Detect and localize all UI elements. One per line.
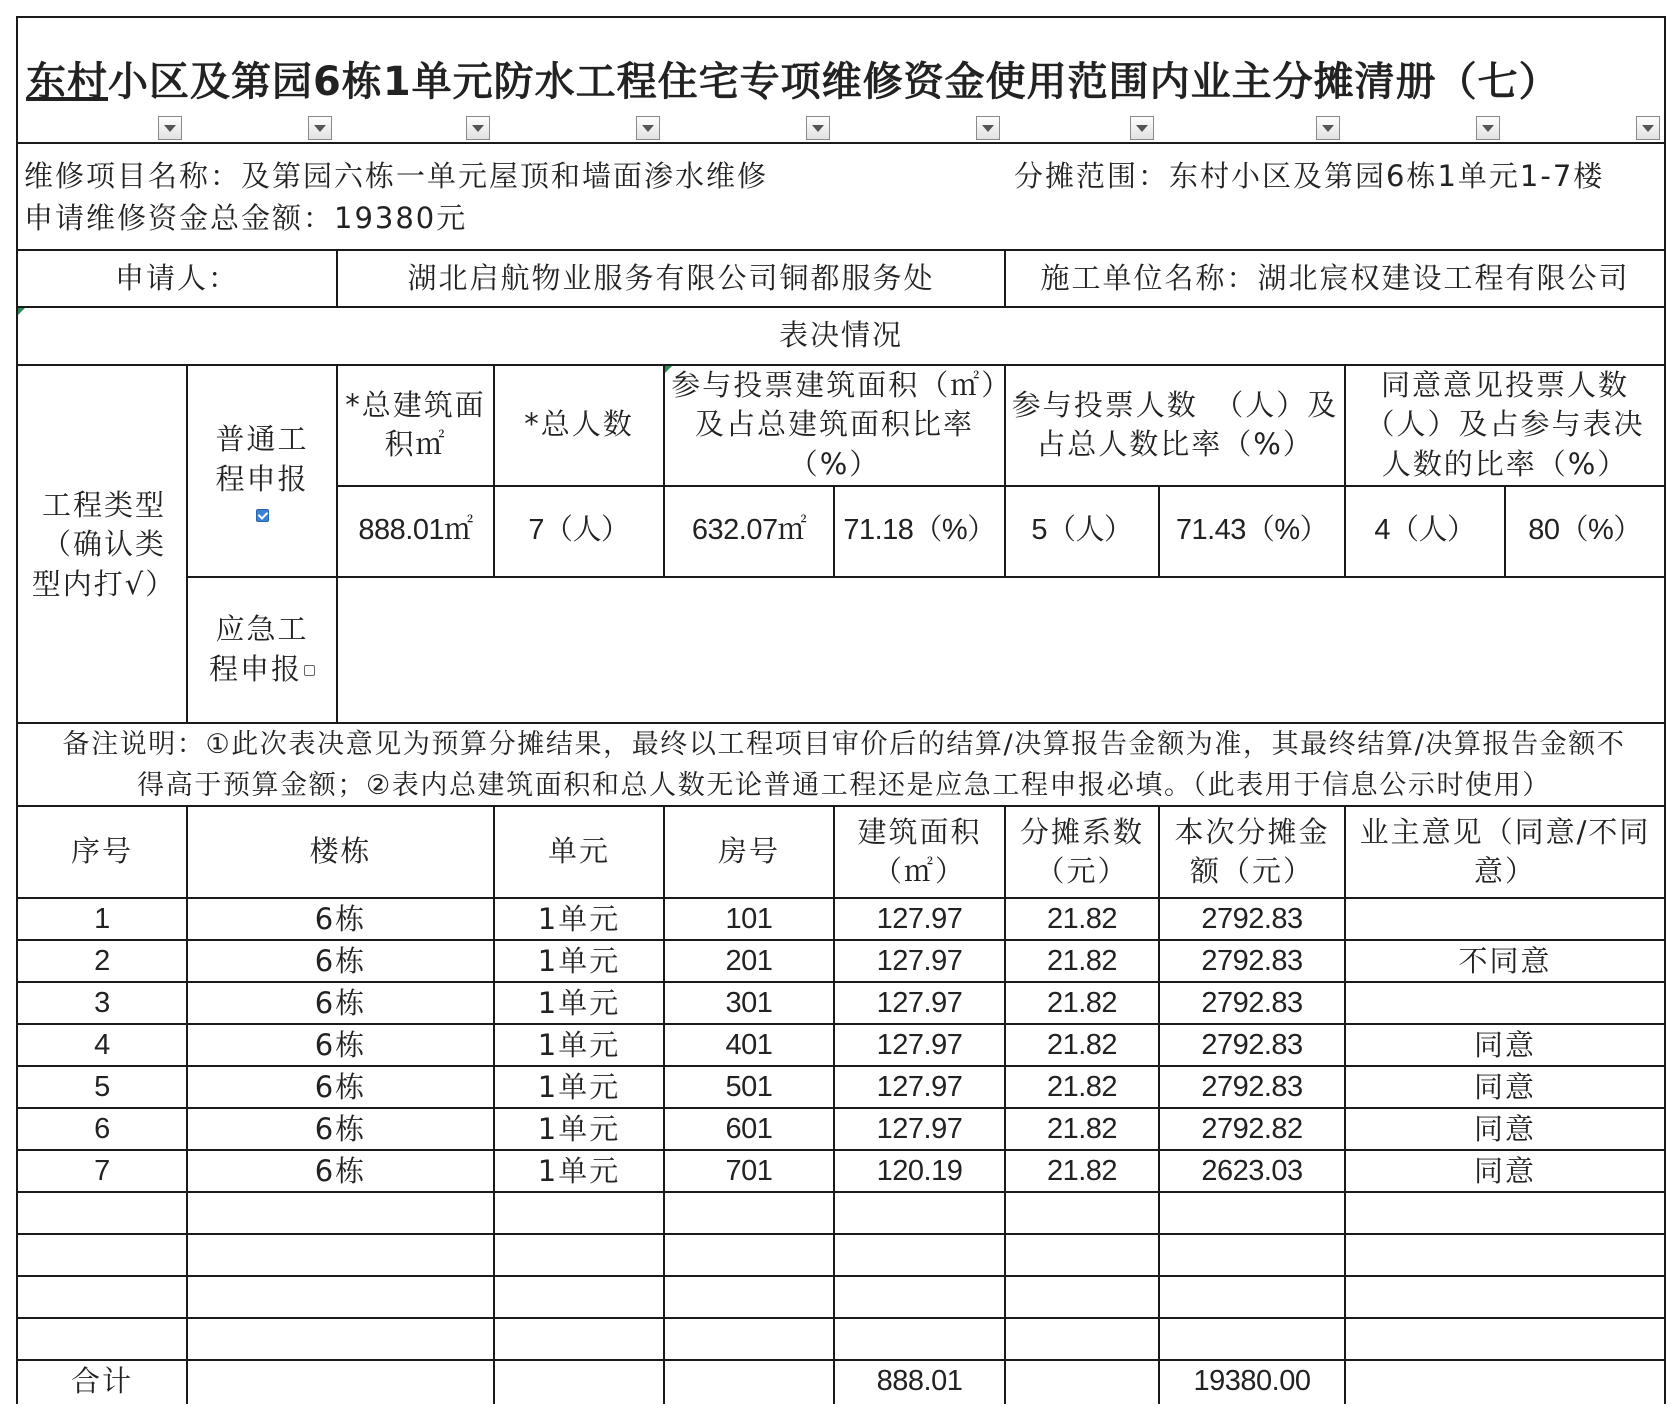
- cell-coefficient: 21.82: [1046, 903, 1118, 936]
- cell-area: 127.97: [876, 1113, 963, 1146]
- filter-dropdown-8[interactable]: [1316, 116, 1340, 140]
- chevron-down-icon: [1136, 125, 1148, 132]
- title-text: 小区及第园6栋1单元防水工程住宅专项维修资金使用范围内业主分摊清册（七）: [108, 59, 1560, 105]
- remarks-line-1: 备注说明：①此次表决意见为预算分摊结果，最终以工程项目审价后的结算/决算报告金额为准，其最终结算/决算报告金额不: [62, 729, 1626, 760]
- cell-amount: 2623.03: [1201, 1155, 1303, 1188]
- cell-unit: 1单元: [537, 1070, 621, 1105]
- applicant-name: 湖北启航物业服务有限公司铜都服务处: [407, 261, 935, 296]
- chevron-down-icon: [812, 125, 824, 132]
- cell-area: 120.19: [876, 1155, 963, 1188]
- total-label: 合计: [70, 1364, 133, 1399]
- cell-coefficient: 21.82: [1046, 945, 1118, 978]
- project-name: 维修项目名称：及第园六栋一单元屋顶和墙面渗水维修: [24, 159, 769, 193]
- cell-amount: 2792.83: [1201, 1071, 1303, 1104]
- filter-dropdown-10[interactable]: [1636, 116, 1660, 140]
- cell-opinion: 不同意: [1458, 944, 1552, 979]
- cell-room: 501: [725, 1071, 773, 1104]
- col-header-room: 房号: [717, 834, 780, 869]
- cell-unit: 1单元: [537, 902, 621, 937]
- cell-seq: 2: [94, 945, 110, 978]
- cell-seq: 3: [94, 987, 110, 1020]
- cell-room: 301: [725, 987, 773, 1020]
- cell-opinion: 同意: [1473, 1112, 1536, 1147]
- cell-room: 701: [725, 1155, 773, 1188]
- cell-opinion: 同意: [1473, 1070, 1536, 1105]
- cell-amount: 2792.83: [1201, 945, 1303, 978]
- comment-marker: [18, 308, 25, 315]
- cell-building: 6栋: [314, 1154, 367, 1189]
- cell-unit: 1单元: [537, 1028, 621, 1063]
- filter-dropdown-2[interactable]: [308, 116, 332, 140]
- cell-coefficient: 21.82: [1046, 1071, 1118, 1104]
- cell-opinion: [1345, 899, 1665, 941]
- cell-opinion: [1345, 983, 1665, 1025]
- cell-seq: 5: [94, 1071, 110, 1104]
- cell-unit: 1单元: [537, 944, 621, 979]
- cell-coefficient: 21.82: [1046, 1113, 1118, 1146]
- col-header-area: 建筑面积（㎡）: [857, 814, 982, 888]
- title-underlined: 东村: [26, 59, 108, 105]
- cell-seq: 1: [94, 903, 110, 936]
- allocation-scope: 分摊范围：东村小区及第园6栋1单元1-7楼: [1014, 159, 1605, 193]
- filter-dropdown-6[interactable]: [976, 116, 1000, 140]
- normal-project-label: 普通工程申报: [215, 422, 309, 496]
- cell-building: 6栋: [314, 902, 367, 937]
- value-vote-area-pct: 71.18（%）: [843, 514, 996, 547]
- cell-seq: 7: [94, 1155, 110, 1188]
- filter-dropdown-4[interactable]: [636, 116, 660, 140]
- filter-dropdown-5[interactable]: [806, 116, 830, 140]
- remarks-line-2: 得高于预算金额；②表内总建筑面积和总人数无论普通工程还是应急工程申报必填。（此表用于信息公示时使用）: [137, 770, 1551, 801]
- chevron-down-icon: [982, 125, 994, 132]
- cell-building: 6栋: [314, 1112, 367, 1147]
- emergency-project-cell[interactable]: [187, 577, 337, 722]
- cell-area: 127.97: [876, 903, 963, 936]
- col-header-coefficient: 分摊系数（元）: [1019, 814, 1144, 888]
- cell-amount: 2792.83: [1201, 987, 1303, 1020]
- cell-room: 601: [725, 1113, 773, 1146]
- filter-dropdown-9[interactable]: [1476, 116, 1500, 140]
- chevron-down-icon: [1642, 125, 1654, 132]
- cell-seq: 6: [94, 1113, 110, 1146]
- cell-room: 101: [725, 903, 773, 936]
- header-vote-area: 参与投票建筑面积（㎡）及占总建筑面积比率（%）: [671, 368, 998, 481]
- cell-amount: 2792.82: [1201, 1113, 1303, 1146]
- cell-building: 6栋: [314, 1028, 367, 1063]
- vote-section-title: 表决情况: [778, 318, 903, 353]
- cell-unit: 1单元: [537, 986, 621, 1021]
- chevron-down-icon: [642, 125, 654, 132]
- cell-area: 127.97: [876, 987, 963, 1020]
- cell-room: 201: [725, 945, 773, 978]
- cell-area: 127.97: [876, 945, 963, 978]
- cell-building: 6栋: [314, 1070, 367, 1105]
- comment-marker: [665, 366, 672, 373]
- chevron-down-icon: [164, 125, 176, 132]
- filter-dropdown-7[interactable]: [1130, 116, 1154, 140]
- cell-seq: 4: [94, 1029, 110, 1062]
- value-total-area: 888.01㎡: [358, 514, 473, 547]
- chevron-down-icon: [1322, 125, 1334, 132]
- col-header-seq: 序号: [70, 834, 133, 869]
- cell-coefficient: 21.82: [1046, 1029, 1118, 1062]
- value-total-people: 7（人）: [528, 514, 630, 547]
- emergency-project-label: 应急工程申报: [205, 610, 319, 688]
- cell-area: 127.97: [876, 1071, 963, 1104]
- emergency-project-checkbox[interactable]: [304, 665, 315, 676]
- cell-building: 6栋: [314, 944, 367, 979]
- cell-building: 6栋: [314, 986, 367, 1021]
- total-amount: 申请维修资金总金额：19380元: [24, 201, 468, 235]
- header-total-area: *总建筑面积㎡: [345, 387, 486, 461]
- col-header-unit: 单元: [547, 834, 610, 869]
- cell-unit: 1单元: [537, 1112, 621, 1147]
- cell-unit: 1单元: [537, 1154, 621, 1189]
- contractor-name: 施工单位名称：湖北宸权建设工程有限公司: [1040, 261, 1630, 296]
- cell-coefficient: 21.82: [1046, 1155, 1118, 1188]
- header-agree: 同意意见投票人数（人）及占参与表决人数的比率（%）: [1365, 368, 1645, 481]
- page-title: [26, 52, 1560, 112]
- remarks: [20, 724, 1668, 806]
- cell-coefficient: 21.82: [1046, 987, 1118, 1020]
- col-header-amount: 本次分摊金额（元）: [1174, 814, 1330, 888]
- normal-project-checkbox[interactable]: [256, 509, 269, 522]
- header-vote-people: 参与投票人数 （人）及占总人数比率（%）: [1011, 387, 1339, 461]
- chevron-down-icon: [472, 125, 484, 132]
- cell-opinion: 同意: [1473, 1028, 1536, 1063]
- filter-dropdown-1[interactable]: [158, 116, 182, 140]
- filter-dropdown-3[interactable]: [466, 116, 490, 140]
- value-agree-pct: 80（%）: [1528, 514, 1642, 547]
- value-vote-people-pct: 71.43（%）: [1175, 514, 1329, 547]
- normal-project-cell[interactable]: [187, 365, 337, 577]
- chevron-down-icon: [314, 125, 326, 132]
- total-area-sum: 888.01: [876, 1365, 963, 1398]
- chevron-down-icon: [1482, 125, 1494, 132]
- applicant-label: 申请人：: [114, 261, 239, 296]
- value-agree-people: 4（人）: [1374, 514, 1476, 547]
- header-total-people: *总人数: [524, 407, 634, 442]
- col-header-building: 楼栋: [309, 834, 372, 869]
- cell-amount: 2792.83: [1201, 903, 1303, 936]
- value-vote-area: 632.07㎡: [691, 514, 807, 547]
- value-vote-people: 5（人）: [1031, 514, 1133, 547]
- col-header-opinion: 业主意见（同意/不同意）: [1359, 814, 1651, 888]
- total-amount-sum: 19380.00: [1193, 1365, 1311, 1398]
- cell-opinion: 同意: [1473, 1154, 1536, 1189]
- project-type-label: 工程类型（确认类型内打√）: [31, 488, 177, 601]
- cell-amount: 2792.83: [1201, 1029, 1303, 1062]
- cell-room: 401: [725, 1029, 773, 1062]
- cell-area: 127.97: [876, 1029, 963, 1062]
